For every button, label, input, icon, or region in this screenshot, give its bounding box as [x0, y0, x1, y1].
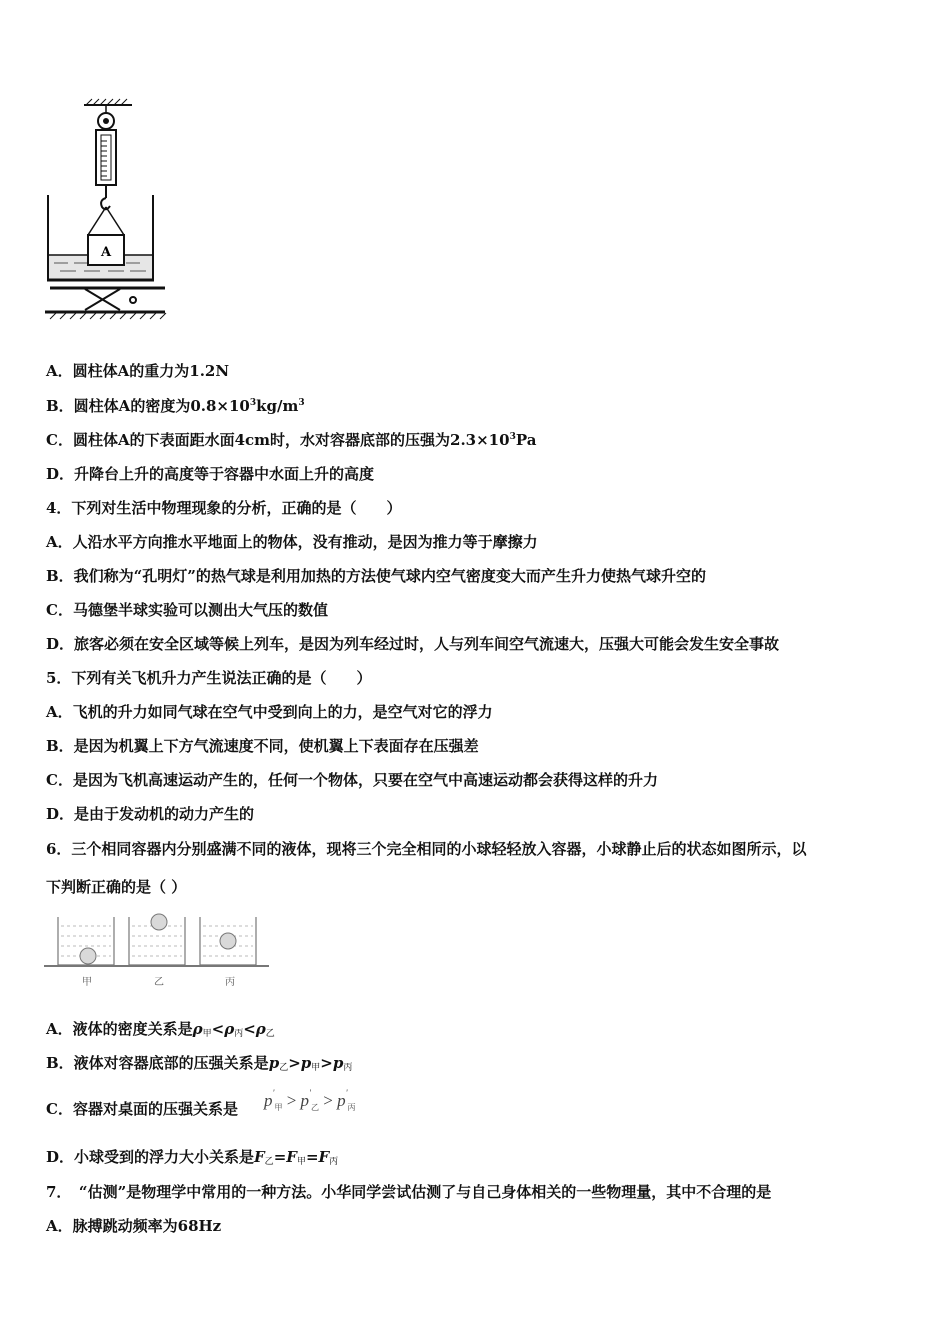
q3-option-a: A．圆柱体A的重力为1.2N: [46, 362, 230, 380]
q6-option-c-formula: $p'_甲 > p'_乙 > p'_丙$: [264, 1088, 356, 1112]
q5-option-b: B．是因为机翼上下方气流速度不同，使机翼上下表面存在压强差: [46, 737, 479, 755]
fig-label-bing: 丙: [225, 977, 235, 988]
spring-scale-figure: [40, 95, 175, 330]
q5-option-a: A．飞机的升力如同气球在空气中受到向上的力，是空气对它的浮力: [46, 703, 493, 721]
q7-stem: 7． “估测”是物理学中常用的一种方法。小华同学尝试估测了与自己身体相关的一些物理量，其中不合理的是: [46, 1183, 772, 1201]
q4-stem: 4．下列对生活中物理现象的分析，正确的是（ ）: [46, 499, 402, 517]
q4-option-a: A．人沿水平方向推水平地面上的物体，没有推动，是因为推力等于摩擦力: [46, 533, 538, 551]
block-a-label: A: [100, 245, 112, 260]
q3-option-d: D．升降台上升的高度等于容器中水面上升的高度: [46, 465, 375, 483]
fig-label-yi: 乙: [154, 977, 164, 988]
q4-option-b: B．我们称为“孔明灯”的热气球是利用加热的方法使气球内空气密度变大而产生升力使热气球升空的: [46, 567, 706, 585]
fig-label-jia: 甲: [82, 977, 92, 988]
q5-option-c: C．是因为飞机高速运动产生的，任何一个物体，只要在空气中高速运动都会获得这样的升力: [46, 771, 658, 789]
q6-stem-line2: 下判断正确的是（ ）: [46, 878, 187, 896]
q5-option-d: D．是由于发动机的动力产生的: [46, 805, 255, 823]
q6-option-c: C．容器对桌面的压强关系是: [46, 1100, 238, 1118]
ball-bing: [220, 933, 236, 949]
q3-option-b: B．圆柱体A的密度为$0.8\times 10^3kg/m^3$: [46, 397, 305, 415]
q3-option-c: C．圆柱体A的下表面距水面4cm时，水对容器底部的压强为$2.3\times 10^3Pa$: [46, 431, 537, 449]
three-containers-figure: [44, 912, 269, 974]
ball-jia: [80, 948, 96, 964]
q7-option-a: A．脉搏跳动频率为68Hz: [46, 1217, 222, 1235]
q6-option-b: B．液体对容器底部的压强关系是$p_乙>p_甲>p_丙$: [46, 1054, 353, 1073]
q6-stem-line1: 6．三个相同容器内分别盛满不同的液体，现将三个完全相同的小球轻轻放入容器，小球静止后的状态如图所示，以: [46, 840, 807, 858]
ball-yi: [151, 914, 167, 930]
q4-option-d: D．旅客必须在安全区域等候上列车，是因为列车经过时，人与列车间空气流速大，压强大可能会发生安全事故: [46, 635, 780, 653]
q6-option-a: A．液体的密度关系是$\rho_甲<\rho_丙<\rho_乙$: [46, 1020, 275, 1039]
q5-stem: 5．下列有关飞机升力产生说法正确的是（ ）: [46, 669, 372, 687]
q4-option-c: C．马德堡半球实验可以测出大气压的数值: [46, 601, 328, 619]
q6-option-d: D．小球受到的浮力大小关系是$F_乙=F_甲=F_丙$: [46, 1148, 339, 1167]
